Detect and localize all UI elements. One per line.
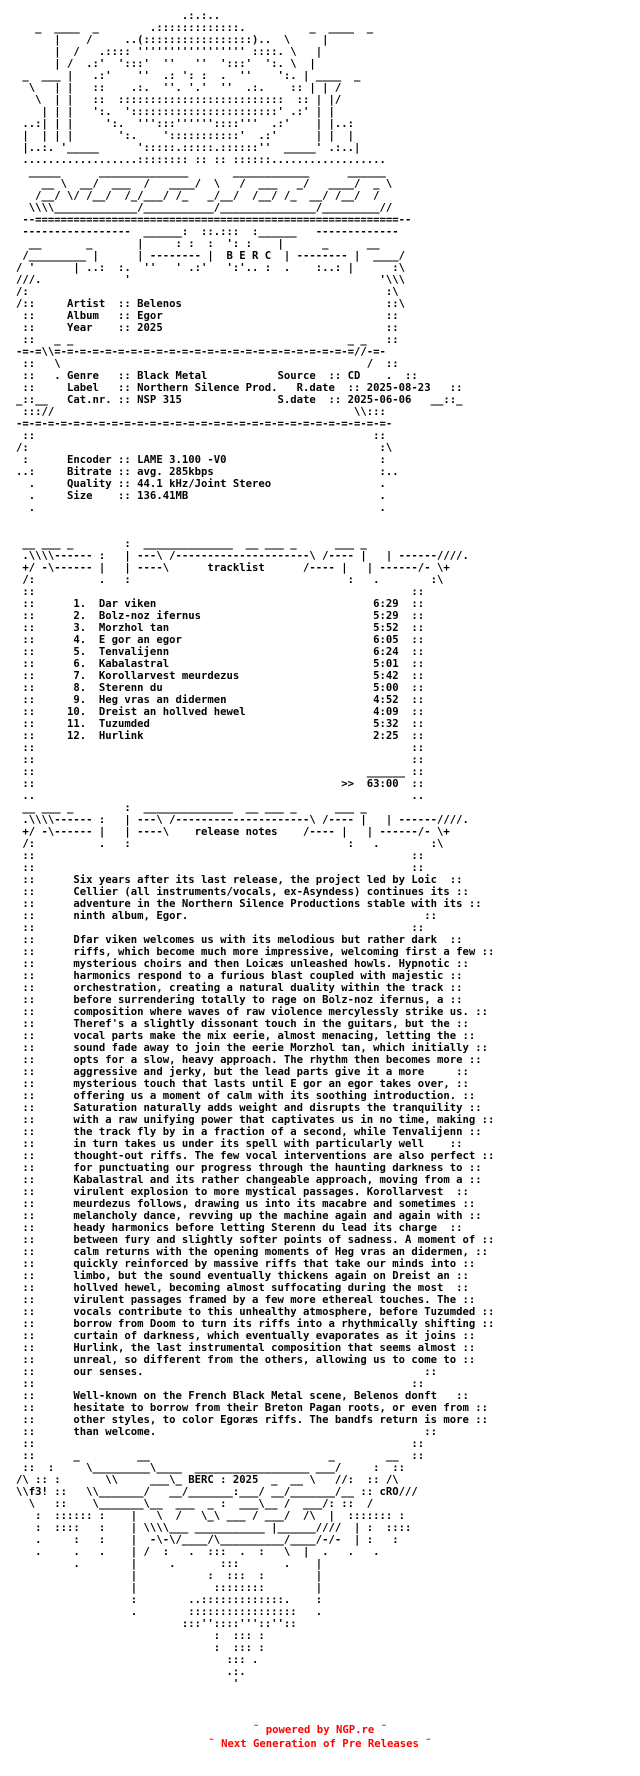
nfo-line: |..:. '_____ ':::::.:::::.::::::'' _____' .:..| xyxy=(16,142,418,154)
nfo-line: :: riffs, which become much more impressive, welcoming first a few :: xyxy=(16,946,495,958)
nfo-line: ----------------- ______: ::.::: :______ ------------- xyxy=(16,226,406,238)
nfo-line: ..: Bitrate :: avg. 285kbps :.. xyxy=(16,466,399,478)
nfo-line: :: \ / :: xyxy=(16,358,399,370)
nfo-line: . Size :: 136.41MB . xyxy=(16,490,386,502)
nfo-line: | / .:::: ''''''''''''''''' ::::. \ | xyxy=(16,46,399,58)
nfo-line: :: vocal parts make the mix eerie, almost menacing, letting the :: xyxy=(16,1030,476,1042)
nfo-line: . . xyxy=(16,502,386,514)
nfo-line: :: melancholy dance, revving up the machine again and again with :: xyxy=(16,1210,482,1222)
nfo-line: :: than welcome. :: xyxy=(16,1426,437,1438)
nfo-line: .. .. xyxy=(16,790,425,802)
nfo-line: :: harmonics respond to a furious blast coupled with majestic :: xyxy=(16,970,463,982)
nfo-line: :: mysterious touch that lasts until E gor an egor takes over, :: xyxy=(16,1078,469,1090)
nfo-line: :: limbo, but the sound eventually thickens again on Dreist an :: xyxy=(16,1270,469,1282)
nfo-line: _ ___ | .:' '' .: ': : . '' ':. | ____ _ xyxy=(16,70,406,82)
nfo-line: :: Album :: Egor :: xyxy=(16,310,399,322)
footer-tagline: ˜ Next Generation of Pre Releases ˜ xyxy=(208,1738,432,1750)
nfo-line: :: Kabalastral and its rather changeable approach, moving from a :: xyxy=(16,1174,482,1186)
nfo-line: _ ____ _ .:::::::::::::. _ ____ _ xyxy=(16,22,418,34)
nfo-line: .:. xyxy=(16,1666,386,1678)
nfo-line: | | | | ':. ':::::::::::' .:' | | | xyxy=(16,130,412,142)
footer xyxy=(0,1723,640,1751)
nfo-line: :: : \_________\____ __________________ ___/ : :: xyxy=(16,1462,406,1474)
nfo-line: :: :: xyxy=(16,1378,425,1390)
nfo-line: :: 5. Tenvalijenn 6:24 :: xyxy=(16,646,425,658)
nfo-line: | / .:' ':::' '' '' ':::' ':. \ | xyxy=(16,58,393,70)
nfo-line: :: :: xyxy=(16,754,425,766)
nfo-line: \ :: \_______\__ ___ _ : ___\__ / ___/: :: / xyxy=(16,1498,386,1510)
nfo-line: . | . ::: . | xyxy=(16,1558,380,1570)
nfo-line: /: :\ xyxy=(16,442,393,454)
nfo-line: :: our senses. :: xyxy=(16,1366,437,1378)
nfo-line: :: 7. Korollarvest meurdezus 5:42 :: xyxy=(16,670,425,682)
nfo-line: . ::::::::::::::::: . xyxy=(16,1606,386,1618)
nfo-line: :: :: xyxy=(16,586,425,598)
nfo-line: .\\\\------ : | ---\ /---------------------\ /---- | | ------////. xyxy=(16,550,469,562)
nfo-line: :: sound fade away to join the eerie Morzhol tan, which initially :: xyxy=(16,1042,488,1054)
nfo-line: +/ -\------ | | ----\ tracklist /---- | | ------/- \+ xyxy=(16,562,450,574)
nfo-line: \ | | :: .:. ''. '.' '' .:. :: | | / xyxy=(16,82,412,94)
nfo-line: \ | | :: :::::::::::::::::::::::::: :: | |/ xyxy=(16,94,418,106)
nfo-line: ' xyxy=(16,1678,386,1690)
nfo-line: /__/ \/ /__/ /_/___/ /_ _/__/ /__/ /_ __/ /__/ / xyxy=(16,190,412,202)
nfo-line: __ ___ _ : ______________ __ ___ _ ___ _ xyxy=(16,802,367,814)
nfo-line: : :::::: : | \ / \_\ ___ / ___/ /\ | ::::::: : xyxy=(16,1510,406,1522)
nfo-line: .:.:.. xyxy=(16,10,412,22)
nfo-line: : Encoder :: LAME 3.100 -V0 : xyxy=(16,454,386,466)
nfo-line: :: before surrendering totally to rage on Bolz-noz ifernus, a :: xyxy=(16,994,463,1006)
nfo-line: /:: Artist :: Belenos ::\ xyxy=(16,298,406,310)
nfo-line: :: Well-known on the French Black Metal scene, Belenos donft :: xyxy=(16,1390,469,1402)
nfo-line: / ' | ..: :. '' ' .:' ':'.. : . :..: | :\ xyxy=(16,262,406,274)
nfo-line: :: heady harmonics before letting Sterenn du lead its charge :: xyxy=(16,1222,463,1234)
nfo-line: :: :: xyxy=(16,850,425,862)
nfo-line: : :::: : | \\\\___ ___________ |______//// | : :::: xyxy=(16,1522,418,1534)
nfo-line: . Quality :: 44.1 kHz/Joint Stereo . xyxy=(16,478,386,490)
nfo-line: :: thought-out riffs. The few vocal interventions are also perfect :: xyxy=(16,1150,495,1162)
nfo-line: :: Six years after its last release, the project led by Loic :: xyxy=(16,874,463,886)
nfo-line: +/ -\------ | | ----\ release notes /---- | | ------/- \+ xyxy=(16,826,450,838)
nfo-line: :: offering us a moment of calm with its soothing introduction. :: xyxy=(16,1090,476,1102)
nfo-line: :: borrow from Doom to turn its riffs into a rhythmically shifting :: xyxy=(16,1318,495,1330)
nfo-line: :: adventure in the Northern Silence Productions stable with its :: xyxy=(16,898,482,910)
nfo-line: :: ______ :: xyxy=(16,766,425,778)
nfo-line: :: between fury and slightly softer points of sadness. A moment of :: xyxy=(16,1234,495,1246)
nfo-line: :: Hurlink, the last instrumental composition that seems almost :: xyxy=(16,1342,476,1354)
nfo-line: :: composition where waves of raw violence mercylessly strike us. :: xyxy=(16,1006,488,1018)
nfo-line: ..................:::::::: :: :: ::::::.................. xyxy=(16,154,412,166)
nfo-line: : ::: : xyxy=(16,1642,386,1654)
nfo-line: :: Theref's a slightly dissonant touch in the guitars, but the :: xyxy=(16,1018,469,1030)
nfo-line: /: . : : . :\ xyxy=(16,838,444,850)
nfo-line: ..:| | | ':. ''':::''''''::::''' .:' | |..: xyxy=(16,118,412,130)
nfo-line: :: in turn takes us under its spell with particularly well :: xyxy=(16,1138,463,1150)
nfo-line: :: :: xyxy=(16,742,425,754)
nfo-line: :: Dfar viken welcomes us with its melodious but rather dark :: xyxy=(16,934,463,946)
nfo-line: :: virulent passages framed by a few more ethereal touches. The :: xyxy=(16,1294,476,1306)
nfo-line: :: quickly reinforced by massive riffs that take our minds into :: xyxy=(16,1258,476,1270)
nfo-line: :: opts for a slow, heavy approach. The rhythm then becomes more :: xyxy=(16,1054,482,1066)
nfo-line: :: 10. Dreist an hollved hewel 4:09 :: xyxy=(16,706,425,718)
nfo-line: :: Label :: Northern Silence Prod. R.date :: 2025-08-23 :: xyxy=(16,382,463,394)
nfo-line: | : ::: : | xyxy=(16,1570,386,1582)
nfo-line: :: Year :: 2025 :: xyxy=(16,322,399,334)
nfo-art-text xyxy=(16,10,494,1690)
nfo-line: :::// \\::: xyxy=(16,406,393,418)
nfo-line: \\f3! :: \\_______/ __/_______:___/ __/_______/__ :: cRO/// xyxy=(16,1486,418,1498)
nfo-line: :: 9. Heg vras an didermen 4:52 :: xyxy=(16,694,425,706)
nfo-line: :: :: xyxy=(16,430,386,442)
nfo-line: ::: . xyxy=(16,1654,386,1666)
nfo-line: :: 8. Sterenn du 5:00 :: xyxy=(16,682,425,694)
nfo-line: :: other styles, to color Egoræs riffs. The bandfs return is more :: xyxy=(16,1414,488,1426)
nfo-line: . . . | / : . ::: . : \ | . . . xyxy=(16,1546,380,1558)
nfo-line: /: :\ xyxy=(16,286,399,298)
nfo-line: :: the track fly by in a fraction of a second, while Tenvalijenn :: xyxy=(16,1126,482,1138)
nfo-line: /: . : : . :\ xyxy=(16,574,444,586)
nfo-line: _::__ Cat.nr. :: NSP 315 S.date :: 2025-06-06 __::_ xyxy=(16,394,463,406)
nfo-line: :: hesitate to borrow from their Breton Pagan roots, or even from :: xyxy=(16,1402,488,1414)
nfo-line: -=-=-=-=-=-=-=-=-=-=-=-=-=-=-=-=-=-=-=-=-=-=-=-=-=-=-=-=-=- xyxy=(16,418,393,430)
nfo-line: :: orchestration, creating a natural duality within the track :: xyxy=(16,982,463,994)
nfo-line: /_________ | | -------- | B E R C | -------- | ____/ xyxy=(16,250,412,262)
nfo-line: :: unreal, so different from the others, allowing us to come to :: xyxy=(16,1354,476,1366)
nfo-line: :: 12. Hurlink 2:25 :: xyxy=(16,730,425,742)
nfo-line: :: curtain of darkness, which eventually evaporates as it joins :: xyxy=(16,1330,476,1342)
nfo-line: -=-=\\=-=-=-=-=-=-=-=-=-=-=-=-=-=-=-=-=-=-=-=-=-=-=-=//-=- xyxy=(16,346,386,358)
nfo-line: _____ ______________ ____________ ______ xyxy=(16,166,412,178)
nfo-line: :: :: xyxy=(16,1438,425,1450)
nfo-line: : ::: : xyxy=(16,1630,386,1642)
nfo-line: :: :: xyxy=(16,922,425,934)
nfo-line: .\\\\------ : | ---\ /---------------------\ /---- | | ------////. xyxy=(16,814,469,826)
nfo-line: :: with a raw unifying power that captivates us in no time, making :: xyxy=(16,1114,495,1126)
nfo-line: . : : | -\-\/____/\__________/____/-/- | : : xyxy=(16,1534,418,1546)
nfo-line: :: vocals contribute to this unhealthy atmosphere, before Tuzumded :: xyxy=(16,1306,495,1318)
nfo-line: :: 4. E gor an egor 6:05 :: xyxy=(16,634,425,646)
footer-powered-by: ˜ powered by NGP.re ˜ xyxy=(253,1724,387,1736)
nfo-line: :: >> 63:00 :: xyxy=(16,778,425,790)
nfo-line: :: for punctuating our progress through the haunting darkness to :: xyxy=(16,1162,482,1174)
nfo-line: :: 2. Bolz-noz ifernus 5:29 :: xyxy=(16,610,425,622)
nfo-line: __ _ | : : : ': : | _ __ xyxy=(16,238,406,250)
nfo-line: :: calm returns with the opening moments of Heg vras an didermen, :: xyxy=(16,1246,488,1258)
nfo-line: :: _ _ _ _ :: xyxy=(16,334,399,346)
nfo-line: __ \ __/ ___ / ____/ \ / ___ _/ ____/ _ \ xyxy=(16,178,412,190)
nfo-line: :: 6. Kabalastral 5:01 :: xyxy=(16,658,425,670)
nfo-line: :: 11. Tuzumded 5:32 :: xyxy=(16,718,425,730)
nfo-line: :: mysterious choirs and then Loicæs unleashed howls. Hypnotic :: xyxy=(16,958,469,970)
nfo-line: :: 1. Dar viken 6:29 :: xyxy=(16,598,425,610)
nfo-line: :::''::::'''::'':: xyxy=(16,1618,386,1630)
nfo-line: :: 3. Morzhol tan 5:52 :: xyxy=(16,622,425,634)
nfo-line: :: aggressive and jerky, but the lead parts give it a more :: xyxy=(16,1066,469,1078)
nfo-line: :: virulent explosion to more mystical passages. Korollarvest :: xyxy=(16,1186,469,1198)
nfo-line: --=========================================================-- xyxy=(16,214,418,226)
nfo-line: :: _ __ _ __ :: xyxy=(16,1450,425,1462)
nfo-line: :: ninth album, Egor. :: xyxy=(16,910,437,922)
nfo-line: :: meurdezus follows, drawing us into its macabre and sometimes :: xyxy=(16,1198,476,1210)
nfo-line: :: :: xyxy=(16,862,425,874)
nfo-line: __ ___ _ : ______________ __ ___ _ ___ _ xyxy=(16,538,367,550)
nfo-line: :: Cellier (all instruments/vocals, ex-Asyndess) continues its :: xyxy=(16,886,469,898)
nfo-line: | | | ':. ':::::::::::::::::::::::' .:' | | xyxy=(16,106,418,118)
nfo-line: | :::::::: | xyxy=(16,1582,386,1594)
nfo-line: | / ..(:::::::::::::::::).. \ | xyxy=(16,34,406,46)
nfo-line: ///. ' '\\\ xyxy=(16,274,406,286)
nfo-line: :: hollved hewel, becoming almost suffocating during the most :: xyxy=(16,1282,469,1294)
nfo-line: :: . Genre :: Black Metal Source :: CD . :: xyxy=(16,370,418,382)
nfo-line: \\\\_____________/___________/_______________/_________// xyxy=(16,202,412,214)
nfo-line: :: Saturation naturally adds weight and disrupts the tranquility :: xyxy=(16,1102,482,1114)
nfo-line: /\ :: : \\ ___\_ BERC : 2025 _ __ \ //: :: /\ xyxy=(16,1474,399,1486)
nfo-line: : ..:::::::::::::. : xyxy=(16,1594,386,1606)
